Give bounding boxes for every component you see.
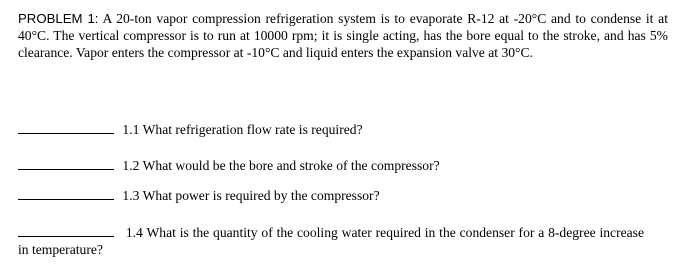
- problem-label: PROBLEM 1:: [18, 11, 99, 26]
- answer-blank-1-4[interactable]: [18, 224, 114, 237]
- answer-blank-1-1[interactable]: [18, 121, 114, 134]
- question-number: 1.2: [122, 158, 140, 173]
- question-number: 1.3: [122, 188, 140, 203]
- question-number: 1.1: [122, 122, 140, 137]
- question-text: What is the quantity of the cooling water required in the condenser for a 8-degree increase in temperature?: [18, 225, 645, 257]
- question-1-1: [18, 121, 363, 138]
- question-1-3: [18, 187, 380, 204]
- problem-statement: [18, 10, 668, 61]
- answer-blank-1-3[interactable]: [18, 187, 114, 200]
- problem-text: A 20-ton vapor compression refrigeration system is to evaporate R-12 at -20°C and to condense it at 40°C. The vertical compressor is to run at 10000 rpm; it is single acting, has the bore equal to the stroke, and has 5% clearance. Vapor enters the compressor at -10°C and liquid enters the expansion valve at 30°C.: [18, 11, 668, 60]
- question-text: What power is required by the compressor?: [142, 188, 380, 203]
- answer-blank-1-2[interactable]: [18, 157, 114, 170]
- question-number: 1.4: [125, 225, 143, 240]
- question-text: What would be the bore and stroke of the compressor?: [142, 158, 440, 173]
- question-1-2: [18, 157, 440, 174]
- question-1-4: [18, 224, 644, 258]
- question-text: What refrigeration flow rate is required?: [142, 122, 363, 137]
